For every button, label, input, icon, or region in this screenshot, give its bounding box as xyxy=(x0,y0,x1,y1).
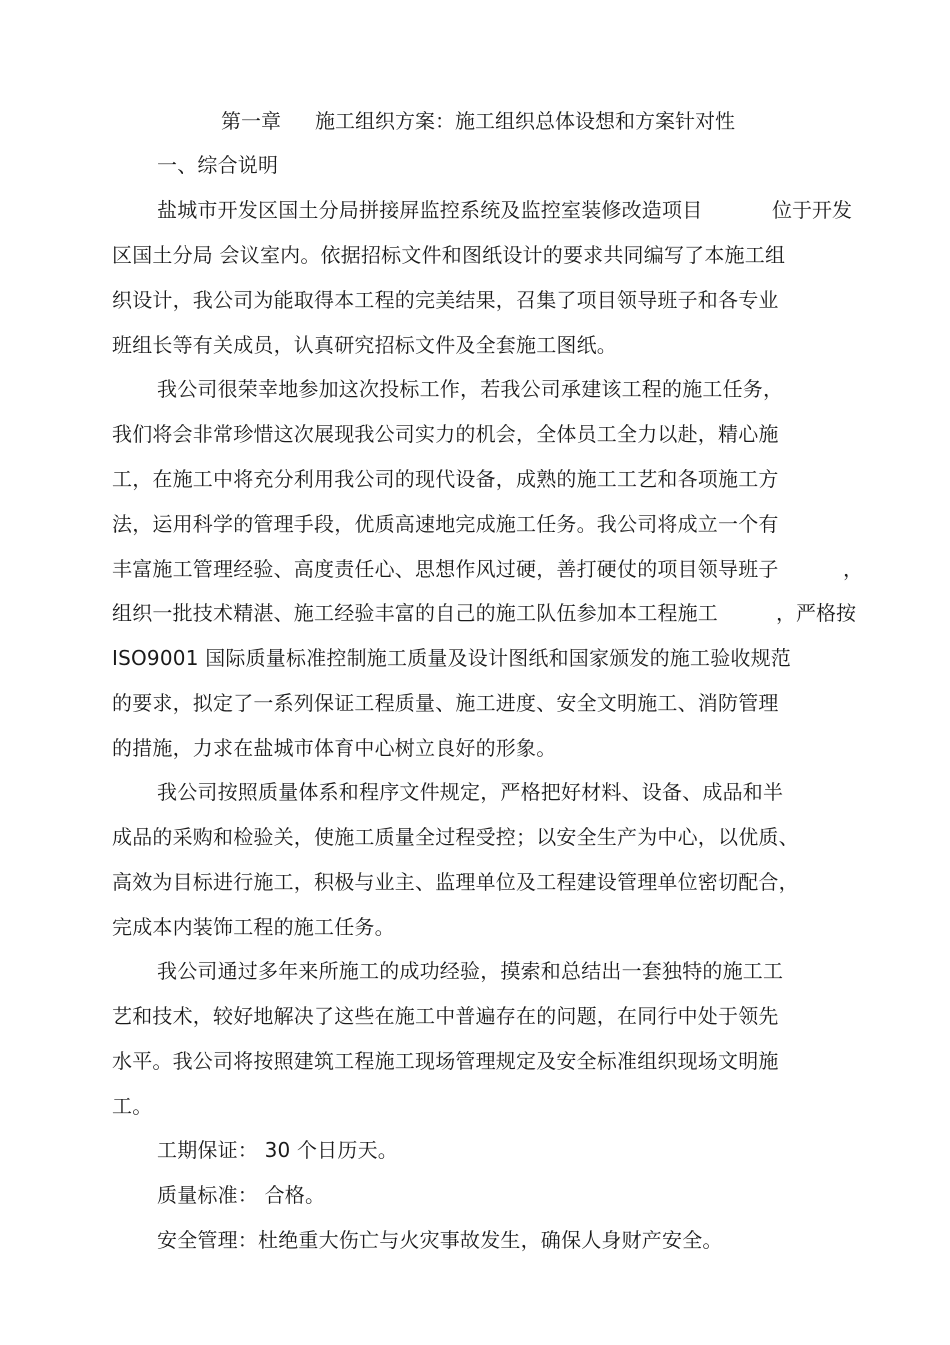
paragraph-line-tail: 位于开发 xyxy=(772,198,852,222)
schedule-item xyxy=(157,1138,398,1162)
paragraph-line: 水平。我公司将按照建筑工程施工现场管理规定及安全标准组织现场文明施 xyxy=(112,1049,779,1073)
paragraph-line: 的要求，拟定了一系列保证工程质量、施工进度、安全文明施工、消防管理 xyxy=(112,691,779,715)
paragraph-line: 工。 xyxy=(112,1094,153,1118)
chapter-title-text: 施工组织方案：施工组织总体设想和方案针对性 xyxy=(315,109,735,133)
paragraph-line: 成品的采购和检验关，使施工质量全过程受控；以安全生产为中心，以优质、 xyxy=(112,825,799,849)
paragraph-line: 织设计，我公司为能取得本工程的完美结果，召集了项目领导班子和各专业 xyxy=(112,288,779,312)
chapter-title xyxy=(221,109,735,133)
section-heading: 一、综合说明 xyxy=(157,153,279,177)
paragraph-line: 丰富施工管理经验、高度责任心、思想作风过硬，善打硬仗的项目领导班子 xyxy=(112,557,779,581)
paragraph-line: 区国土分局 会议室内。依据招标文件和图纸设计的要求共同编写了本施工组 xyxy=(112,243,786,267)
paragraph-line: 我们将会非常珍惜这次展现我公司实力的机会，全体员工全力以赴，精心施 xyxy=(112,422,779,446)
paragraph-line-tail: ， xyxy=(843,557,863,581)
paragraph-line: 完成本内装饰工程的施工任务。 xyxy=(112,915,395,939)
paragraph-line: 我公司按照质量体系和程序文件规定，严格把好材料、设备、成品和半 xyxy=(157,780,784,804)
paragraph-line-tail: ，严格按 xyxy=(776,601,856,625)
paragraph-line: 盐城市开发区国土分局拼接屏监控系统及监控室装修改造项目 xyxy=(157,198,703,222)
paragraph-line: 组织一批技术精湛、施工经验丰富的自己的施工队伍参加本工程施工 xyxy=(112,601,718,625)
schedule-value: 30 个日历天。 xyxy=(264,1138,398,1162)
paragraph-line: 高效为目标进行施工，积极与业主、监理单位及工程建设管理单位密切配合， xyxy=(112,870,799,894)
paragraph-line: 艺和技术，较好地解决了这些在施工中普遍存在的问题，在同行中处于领先 xyxy=(112,1004,779,1028)
schedule-label: 工期保证： xyxy=(157,1138,258,1162)
paragraph-line: 工，在施工中将充分利用我公司的现代设备，成熟的施工工艺和各项施工方 xyxy=(112,467,779,491)
paragraph-line: ISO9001 国际质量标准控制施工质量及设计图纸和国家颁发的施工验收规范 xyxy=(112,646,791,670)
paragraph-line: 我公司很荣幸地参加这次投标工作，若我公司承建该工程的施工任务， xyxy=(157,377,784,401)
safety-label: 安全管理： xyxy=(157,1228,258,1252)
quality-label: 质量标准： xyxy=(157,1183,258,1207)
paragraph-line: 法，运用科学的管理手段，优质高速地完成施工任务。我公司将成立一个有 xyxy=(112,512,779,536)
quality-value: 合格。 xyxy=(264,1183,326,1207)
paragraph-line: 我公司通过多年来所施工的成功经验，摸索和总结出一套独特的施工工 xyxy=(157,959,784,983)
paragraph-line: 班组长等有关成员，认真研究招标文件及全套施工图纸。 xyxy=(112,333,617,357)
chapter-number: 第一章 xyxy=(221,109,281,133)
paragraph-line: 的措施，力求在盐城市体育中心树立良好的形象。 xyxy=(112,736,557,760)
quality-item xyxy=(157,1183,325,1207)
safety-value: 杜绝重大伤亡与火灾事故发生，确保人身财产安全。 xyxy=(258,1228,723,1252)
safety-item xyxy=(157,1228,723,1252)
